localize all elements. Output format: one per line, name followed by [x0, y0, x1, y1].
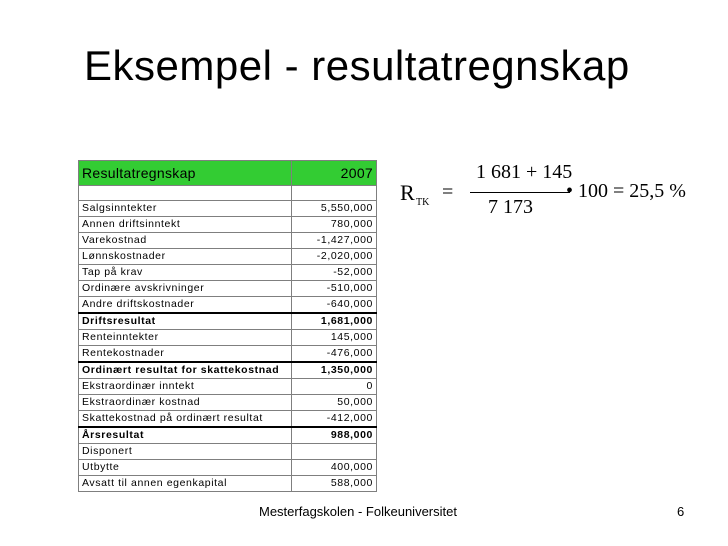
table-row	[79, 281, 377, 297]
row-label: Rentekostnader	[79, 346, 292, 363]
table-header-year: 2007	[292, 161, 377, 186]
row-value: 0	[292, 379, 377, 395]
income-statement-body	[79, 161, 377, 492]
spacer-cell	[79, 186, 292, 201]
row-value: 988,000	[292, 427, 377, 444]
row-label: Annen driftsinntekt	[79, 217, 292, 233]
row-value: -476,000	[292, 346, 377, 363]
row-label: Andre driftskostnader	[79, 297, 292, 314]
row-label: Ekstraordinær kostnad	[79, 395, 292, 411]
table-row	[79, 346, 377, 363]
table-row	[79, 411, 377, 428]
table-row	[79, 249, 377, 265]
row-value: -640,000	[292, 297, 377, 314]
table-row	[79, 217, 377, 233]
row-value: -510,000	[292, 281, 377, 297]
row-value: -52,000	[292, 265, 377, 281]
row-label: Renteinntekter	[79, 330, 292, 346]
row-label: Ordinært resultat for skattekostnad	[79, 362, 292, 379]
table-row	[79, 427, 377, 444]
row-value: 400,000	[292, 460, 377, 476]
page-number: 6	[677, 504, 685, 519]
table-row	[79, 233, 377, 249]
formula-result: • 100 = 25,5 %	[566, 180, 686, 202]
row-value: 780,000	[292, 217, 377, 233]
row-value: -2,020,000	[292, 249, 377, 265]
row-label: Skattekostnad på ordinært resultat	[79, 411, 292, 428]
row-label: Driftsresultat	[79, 313, 292, 330]
table-row	[79, 460, 377, 476]
row-value: 588,000	[292, 476, 377, 492]
slide-footer: Mesterfagskolen - Folkeuniversitet	[259, 504, 457, 519]
row-value: 145,000	[292, 330, 377, 346]
table-spacer-row	[79, 186, 377, 201]
row-label: Lønnskostnader	[79, 249, 292, 265]
row-label: Varekostnad	[79, 233, 292, 249]
table-header-row	[79, 161, 377, 186]
fraction-bar	[470, 192, 570, 193]
row-value: -1,427,000	[292, 233, 377, 249]
table-row	[79, 201, 377, 217]
formula-denominator: 7 173	[488, 196, 533, 218]
row-label: Disponert	[79, 444, 292, 460]
table-row	[79, 395, 377, 411]
row-value: 1,681,000	[292, 313, 377, 330]
row-value: 5,550,000	[292, 201, 377, 217]
row-label: Utbytte	[79, 460, 292, 476]
table-row	[79, 297, 377, 314]
return-formula	[400, 160, 710, 230]
row-label: Salgsinntekter	[79, 201, 292, 217]
slide-title: Eksempel - resultatregnskap	[84, 42, 630, 89]
row-label: Tap på krav	[79, 265, 292, 281]
formula-subscript: TK	[416, 197, 430, 208]
row-value: 1,350,000	[292, 362, 377, 379]
table-row	[79, 379, 377, 395]
row-label: Ordinære avskrivninger	[79, 281, 292, 297]
table-row	[79, 313, 377, 330]
row-value	[292, 444, 377, 460]
table-row	[79, 362, 377, 379]
row-label: Årsresultat	[79, 427, 292, 444]
income-statement-table	[78, 160, 377, 492]
table-row	[79, 265, 377, 281]
spacer-cell	[292, 186, 377, 201]
row-value: 50,000	[292, 395, 377, 411]
formula-numerator: 1 681 + 145	[476, 161, 573, 183]
formula-symbol: R	[400, 180, 415, 205]
table-row	[79, 330, 377, 346]
table-header-label: Resultatregnskap	[79, 161, 292, 186]
row-label: Ekstraordinær inntekt	[79, 379, 292, 395]
table-row	[79, 444, 377, 460]
formula-equals: =	[442, 181, 454, 203]
table-row	[79, 476, 377, 492]
row-label: Avsatt til annen egenkapital	[79, 476, 292, 492]
row-value: -412,000	[292, 411, 377, 428]
